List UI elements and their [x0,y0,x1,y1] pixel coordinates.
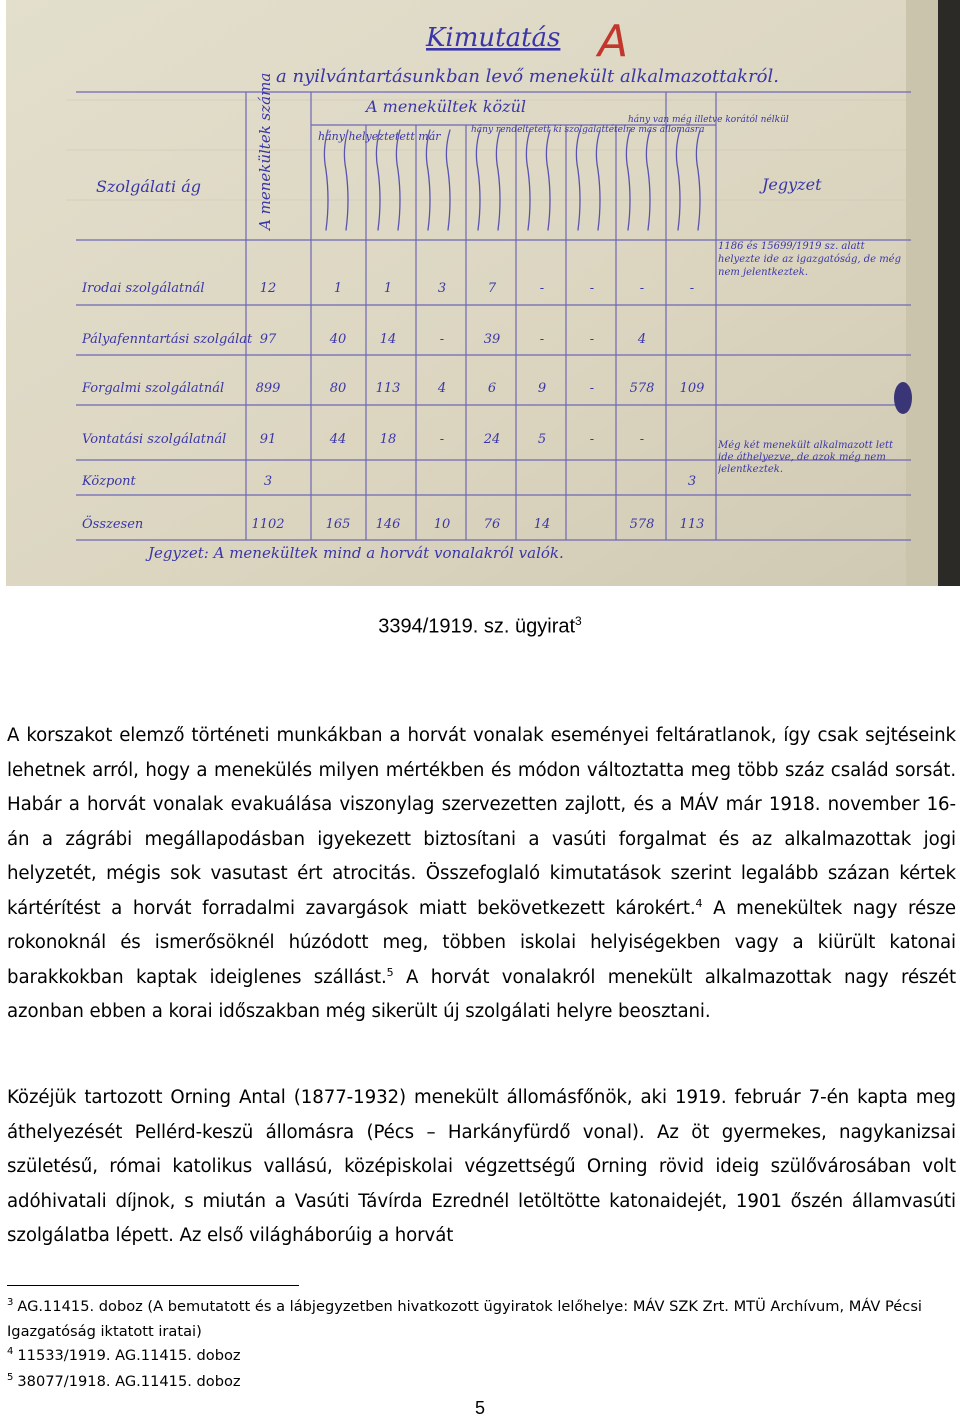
scan-cell-value: 7 [487,281,497,296]
scan-cell-value: 1 [333,281,343,296]
scan-cell-value: 14 [379,332,397,347]
scan-cell-value: - [539,281,545,296]
caption-text: 3394/1919. sz. ügyirat [378,615,576,638]
scan-cell-value: 113 [679,517,705,532]
footnote-text: 38077/1918. AG.11415. doboz [17,1373,241,1390]
para1-text-b: A menekültek nagy része rokonoknál és ismerősöknél húzódott meg, többen iskolai helyiségekben vagy a kiürült katonai barakkokban kaptak ideiglenes szállást. [7,897,957,988]
scan-col-service: Szolgálati ág [96,177,201,196]
scan-cell-value: 9 [537,381,547,396]
scan-row-label: Forgalmi szolgálatnál [82,381,225,396]
scan-cell-value: - [439,332,445,347]
para1-text-a: A korszakot elemző történeti munkákban a horvát vonalak eseményei feltáratlanok, így csak sejtéseink lehetnek arról, hogy a menekülés milyen mértékben és módon változtatta meg több száz család sorsát. Habár a horvát vonalak evakuálása viszonylag szervezetten zajlott, és a MÁV már 1918. november 16-án a zágrábi megállapodásban igyekezett biztosítani a vasúti forgalmat és az alkalmazottak jogi helyzetét, mégis sok vasutast ért atrocitás. Összefoglaló kimutatások szerint legalább százan kértek kártérítést a horvát forradalmi zavargások miatt bekövetkezett károkért. [7,725,956,919]
footnote-text: 11533/1919. AG.11415. doboz [17,1347,241,1364]
scan-row-label: Vontatási szolgálatnál [82,432,227,447]
ink-blot-icon [894,382,912,414]
scan-cell-value: - [589,432,595,447]
scan-cell-value: 3 [263,474,273,489]
scan-cell-value: 5 [537,432,547,447]
footnote-separator [7,1285,299,1286]
scan-cell-value: 3 [437,281,447,296]
footnote-ref-5[interactable]: 5 [386,965,394,979]
scan-cell-value: 899 [255,381,281,396]
scan-row-label: Irodai szolgálatnál [82,281,205,296]
scan-remark-top: 1186 és 15699/1919 sz. alatt helyezte ide az igazgatóság, de még nem jelentkeztek. [718,241,901,278]
scan-title: Kimutatás [426,23,561,53]
scan-subtitle: a nyilvántartásunkban levő menekült alkalmazottakról. [276,66,779,87]
scan-cell-value: - [639,281,645,296]
scan-cell-value: 12 [259,281,277,296]
scan-cell-value: 113 [375,381,401,396]
scan-cell-value: 146 [375,517,401,532]
footnote-4 [7,1344,956,1369]
body-paragraph-2 [7,1081,956,1254]
scan-remark-mid: Még két menekült alkalmazott lett ide áthelyezve, de azok még nem jelentkeztek. [718,440,894,475]
footnote-text: AG.11415. doboz (A bemutatott és a lábjegyzetben hivatkozott ügyiratok lelőhelye: MÁV SZK Zrt. MTÜ Archívum, MÁV Pécsi Igazgatóság iktatott iratai) [7,1298,922,1340]
scan-cell-value: 91 [259,432,277,447]
scan-col-count: A menekültek száma [256,72,274,230]
footnote-number: 4 [7,1346,14,1357]
scan-cell-value: - [589,332,595,347]
scan-cell-value: 578 [629,381,655,396]
scan-subheader-2: hány rendeltetett ki szolgálattételre más állomásra [471,125,705,135]
body-paragraph-1 [7,719,956,1030]
scan-subheader-3: hány van még illetve korától nélkül [628,115,789,125]
scan-marker: A [598,16,629,67]
scan-col-remark: Jegyzet [762,175,822,194]
scan-cell-value: 14 [533,517,551,532]
scan-subheader-1: hány helyeztetett már [318,130,441,143]
footnote-number: 5 [7,1372,14,1383]
scan-cell-value: - [589,381,595,396]
para1-text-c: A horvát vonalakról menekült alkalmazottak nagy részét azonban ebben a korai időszakban még sikerült új szolgálati helyre beosztani. [7,966,956,1022]
scan-footer-note: Jegyzet: A menekültek mind a horvát vonalakról valók. [148,544,564,562]
scan-cell-value: - [589,281,595,296]
scan-cell-value: 80 [329,381,347,396]
scan-cell-value: 24 [483,432,501,447]
footnote-5 [7,1370,956,1395]
scan-cell-value: 40 [329,332,347,347]
footnote-3 [7,1295,956,1344]
scan-row-label: Összesen [82,517,144,532]
scan-cell-value: 109 [679,381,705,396]
scan-cell-value: - [439,432,445,447]
page-number: 5 [474,1398,485,1418]
scan-group-header: A menekültek közül [366,97,527,116]
scan-cell-value: 4 [637,332,647,347]
scan-cell-value: 97 [259,332,277,347]
scan-cell-value: 165 [325,517,351,532]
scan-cell-value: 76 [483,517,501,532]
footnote-ref-4[interactable]: 4 [695,896,703,910]
scan-cell-value: - [689,281,695,296]
scan-cell-value: 578 [629,517,655,532]
scan-cell-value: 39 [483,332,501,347]
image-caption [0,614,960,639]
scan-row-label: Központ [82,474,136,489]
scan-cell-value: 1102 [251,517,285,532]
footnote-number: 3 [7,1297,14,1308]
scanned-table-image [6,0,960,586]
scan-cell-value: 1 [383,281,393,296]
scan-cell-value: 6 [487,381,497,396]
para2-text: Közéjük tartozott Orning Antal (1877-1932) menekült állomásfőnök, aki 1919. február 7-én kapta meg áthelyezését Pellérd-keszü állomásra (Pécs – Harkányfürdő vonal). Az öt gyermekes, nagykanizsai születésű, római katolikus vallású, középiskolai végzettségű Orning rövid ideig szülővárosában volt adóhivatali díjnok, s miután a Vasúti Távírda Ezrednél letöltötte katonaidejét, 1901 őszén államvasúti szolgálatba lépett. Az első világháborúig a horvát [7,1087,956,1246]
caption-footnote-ref[interactable]: 3 [575,614,582,628]
scan-row-label: Pályafenntartási szolgálat [82,332,253,347]
scan-cell-value: - [539,332,545,347]
scan-cell-value: 10 [433,517,451,532]
scan-cell-value: 4 [437,381,447,396]
scan-cell-value: 18 [379,432,397,447]
scan-cell-value: - [639,432,645,447]
scan-cell-value: 44 [329,432,347,447]
scan-cell-value: 3 [687,474,697,489]
